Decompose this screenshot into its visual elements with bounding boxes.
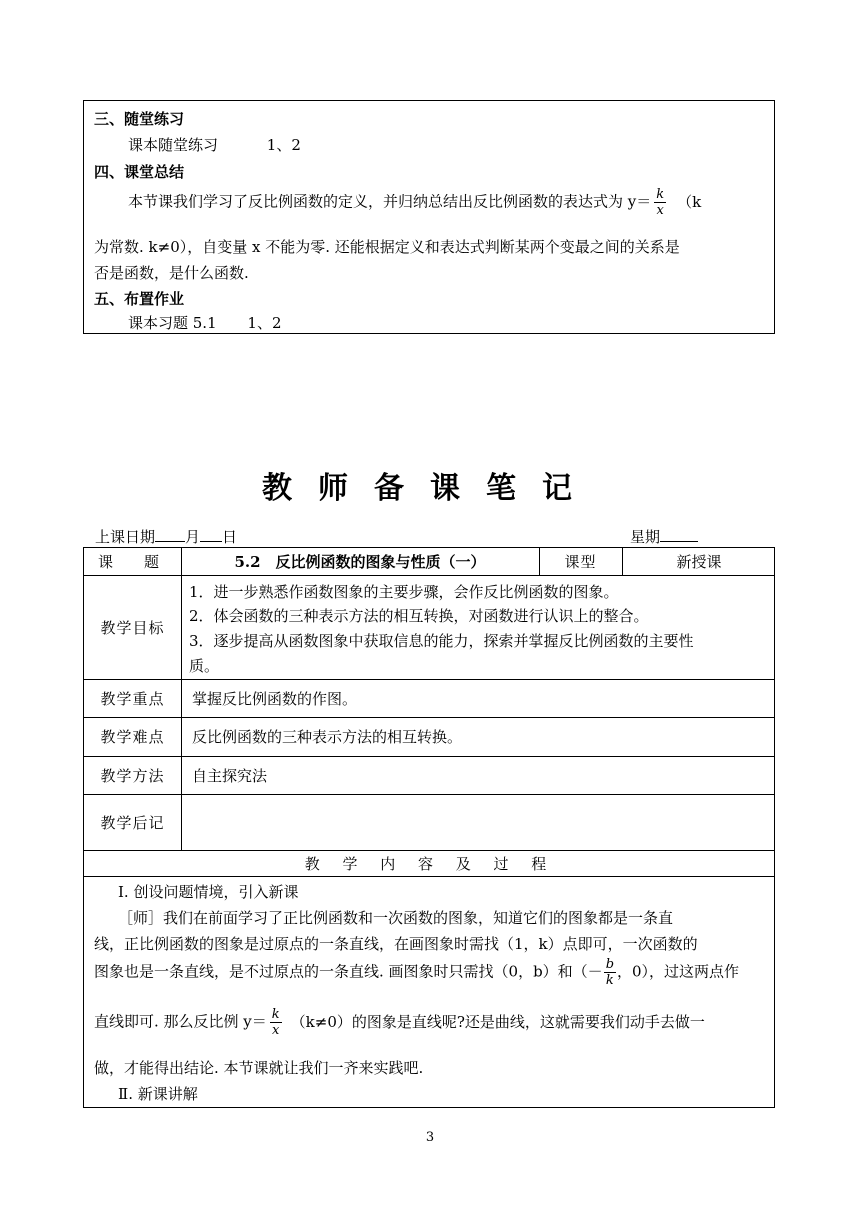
section5-nums: 1、2 (247, 314, 282, 332)
weekday-label: 星期 (630, 528, 661, 546)
date-line (95, 526, 237, 547)
frac-denominator: x (656, 203, 664, 218)
notes-value (181, 794, 776, 850)
previous-lesson-box (83, 100, 775, 334)
fraction-b-over-k (604, 957, 616, 988)
goal-item: 3．逐步提高从函数图象中获取信息的能力，探索并掌握反比例函数的主要性 (189, 632, 694, 650)
summary-line-1 (128, 187, 701, 218)
summary-text-b: （k (677, 192, 702, 211)
content-header: 教 学 内 容 及 过 程 (304, 854, 556, 873)
section4-heading: 四、课堂总结 (94, 163, 185, 181)
date-label: 上课日期 (95, 528, 156, 546)
section3-line (128, 134, 301, 155)
content-line-4a: 直线即可. 那么反比例 y＝ (94, 1012, 267, 1031)
topic-label: 课 题 (97, 553, 167, 571)
frac-numerator: b (605, 957, 615, 972)
section3-text: 课本随堂练习 (128, 136, 219, 154)
difficulty-value: 反比例函数的三种表示方法的相互转换。 (192, 728, 463, 746)
content-line-3b: ，0），过这两点作 (617, 962, 740, 981)
weekday-line (630, 526, 698, 547)
content-line-3 (94, 957, 739, 988)
section5-heading: 五、布置作业 (94, 290, 185, 308)
goal-label: 教学目标 (100, 618, 165, 637)
focus-value: 掌握反比例函数的作图。 (192, 689, 358, 708)
frac-numerator: k (271, 1007, 280, 1022)
focus-label: 教学重点 (100, 689, 165, 708)
content-section-1: Ⅰ. 创设问题情境，引入新课 (118, 883, 299, 901)
summary-line-2: 为常数. k≠0），自变量 x 不能为零. 还能根据定义和表达式判断某两个变最之间的关系是 (94, 238, 680, 256)
month-label: 月 (185, 528, 201, 546)
summary-line-3: 否是函数，是什么函数. (94, 264, 249, 282)
day-label: 日 (222, 528, 238, 546)
section5-line (128, 312, 282, 333)
type-label: 课型 (564, 553, 597, 571)
frac-numerator: k (656, 187, 665, 202)
topic-value: 5.2 反比例函数的图象与性质（一） (234, 553, 486, 571)
goal-item: 2．体会函数的三种表示方法的相互转换，对函数进行认识上的整合。 (189, 607, 649, 625)
goal-item: 质。 (189, 657, 220, 675)
content-line-5: 做，才能得出结论. 本节课就让我们一齐来实践吧. (94, 1059, 424, 1077)
method-label: 教学方法 (100, 766, 165, 785)
content-line-1: ［师］我们在前面学习了正比例函数和一次函数的图象，知道它们的图象都是一条直 (118, 909, 674, 927)
difficulty-label: 教学难点 (100, 728, 165, 746)
fraction-k-over-x (270, 1007, 282, 1038)
content-line-2: 线，正比例函数的图象是过原点的一条直线，在画图象时需找（1，k）点即可，一次函数的 (94, 935, 698, 953)
section3-heading: 三、随堂练习 (94, 110, 185, 128)
weekday-blank (660, 527, 698, 542)
type-value: 新授课 (676, 553, 722, 571)
month-blank (155, 527, 185, 542)
content-line-4b: （k≠0）的图象是直线呢?还是曲线，这就需要我们动手去做一 (290, 1012, 705, 1031)
method-value: 自主探究法 (192, 766, 268, 785)
row-divider (84, 575, 774, 576)
row-divider (84, 876, 774, 877)
section5-text: 课本习题 5.1 (128, 314, 217, 332)
page-title: 教师备课笔记 (262, 471, 598, 506)
page-number: 3 (425, 1130, 435, 1145)
content-line-4 (94, 1007, 705, 1038)
lesson-plan-table (83, 547, 775, 1108)
summary-text-a: 本节课我们学习了反比例函数的定义，并归纳总结出反比例函数的表达式为 y＝ (128, 192, 652, 211)
content-line-3a: 图象也是一条直线，是不过原点的一条直线. 画图象时只需找（0，b）和（－ (94, 962, 603, 981)
day-blank (200, 527, 222, 542)
frac-denominator: x (272, 1023, 280, 1038)
section3-nums: 1、2 (266, 136, 301, 154)
content-section-2: Ⅱ. 新课讲解 (118, 1085, 198, 1103)
fraction-k-over-x (654, 187, 666, 218)
goal-item: 1．进一步熟悉作函数图象的主要步骤，会作反比例函数的图象。 (189, 583, 619, 601)
notes-label: 教学后记 (100, 813, 165, 832)
frac-denominator: k (605, 973, 614, 988)
